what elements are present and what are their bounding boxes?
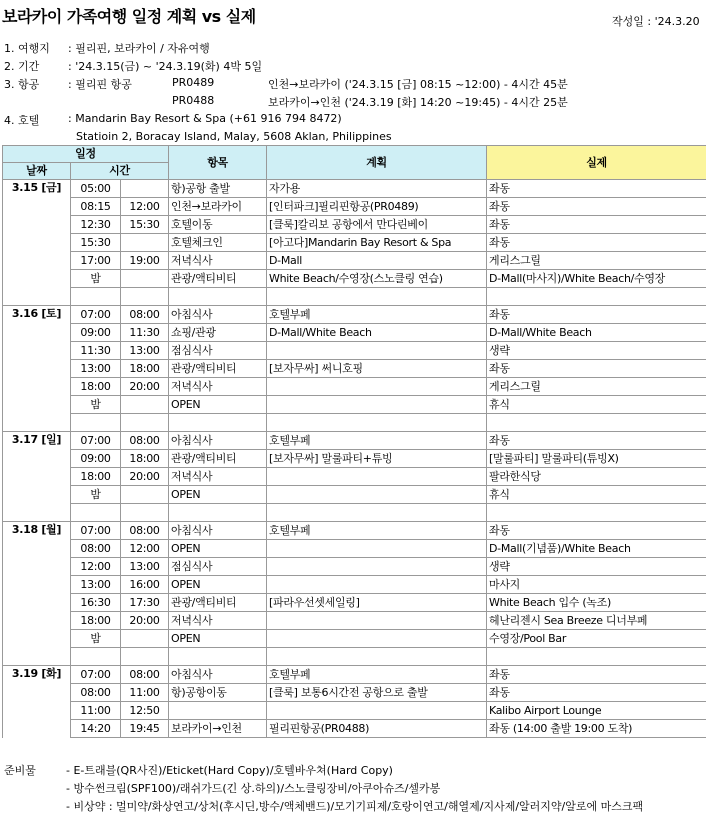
airline-value: : 필리핀 항공 (68, 78, 132, 91)
end-time-cell: 13:00 (121, 558, 169, 576)
end-time-cell: 08:00 (121, 522, 169, 540)
start-time-cell: 07:00 (71, 306, 121, 324)
item-cell: 인천→보라카이 (169, 198, 267, 216)
item-cell: 아침식사 (169, 306, 267, 324)
header-item: 항목 (169, 146, 267, 180)
day-date: 3.15 [금] (3, 180, 71, 306)
item-cell: OPEN (169, 396, 267, 414)
table-row (3, 684, 706, 702)
start-time-cell: 13:00 (71, 576, 121, 594)
start-time-cell: 밤 (71, 396, 121, 414)
plan-cell (267, 288, 487, 306)
item-cell: OPEN (169, 576, 267, 594)
plan-cell: [인터파크]필리핀항공(PR0489) (267, 198, 487, 216)
table-row (3, 504, 706, 522)
actual-cell (487, 648, 706, 666)
flight2-code: PR0488 (172, 94, 215, 107)
table-row (3, 342, 706, 360)
actual-cell: 팔라한식당 (487, 468, 706, 486)
item-cell: 아침식사 (169, 522, 267, 540)
start-time-cell: 12:00 (71, 558, 121, 576)
table-row (3, 180, 706, 198)
item-cell (169, 702, 267, 720)
start-time-cell: 08:15 (71, 198, 121, 216)
actual-cell: D-Mall(마사지)/White Beach/수영장 (487, 270, 706, 288)
actual-cell: 휴식 (487, 396, 706, 414)
table-row (3, 486, 706, 504)
table-row (3, 450, 706, 468)
plan-cell (267, 468, 487, 486)
plan-cell (267, 540, 487, 558)
item-cell: 저녁식사 (169, 252, 267, 270)
item-cell: OPEN (169, 630, 267, 648)
end-time-cell: 20:00 (121, 468, 169, 486)
end-time-cell (121, 234, 169, 252)
table-row (3, 468, 706, 486)
plan-cell: 호텔부페 (267, 666, 487, 684)
plan-cell: D-Mall/White Beach (267, 324, 487, 342)
plan-cell: [아고다]Mandarin Bay Resort & Spa (267, 234, 487, 252)
actual-cell: 수영장/Pool Bar (487, 630, 706, 648)
end-time-cell: 17:30 (121, 594, 169, 612)
actual-cell: [말룰파티] 말룰파티(튜빙X) (487, 450, 706, 468)
item-cell: 관광/액티비티 (169, 360, 267, 378)
table-row (3, 252, 706, 270)
end-time-cell (121, 504, 169, 522)
item-cell: 점심식사 (169, 558, 267, 576)
header-time: 시간 (71, 163, 169, 180)
end-time-cell: 11:00 (121, 684, 169, 702)
table-row (3, 360, 706, 378)
start-time-cell: 07:00 (71, 666, 121, 684)
item-cell: 저녁식사 (169, 468, 267, 486)
plan-cell: 자가용 (267, 180, 487, 198)
start-time-cell (71, 648, 121, 666)
airline-label: 3. 항공 (4, 78, 40, 91)
plan-cell (267, 702, 487, 720)
start-time-cell: 11:30 (71, 342, 121, 360)
end-time-cell (121, 270, 169, 288)
start-time-cell: 05:00 (71, 180, 121, 198)
table-row (3, 702, 706, 720)
actual-cell: Kalibo Airport Lounge (487, 702, 706, 720)
item-cell: 관광/액티비티 (169, 594, 267, 612)
item-cell: 호텔체크인 (169, 234, 267, 252)
table-row (3, 594, 706, 612)
item-cell: 관광/액티비티 (169, 270, 267, 288)
end-time-cell: 16:00 (121, 576, 169, 594)
table-row (3, 288, 706, 306)
table-row (3, 234, 706, 252)
end-time-cell: 11:30 (121, 324, 169, 342)
table-row (3, 522, 706, 540)
day-date: 3.17 [일] (3, 432, 71, 522)
item-cell (169, 648, 267, 666)
plan-cell: 호텔부페 (267, 306, 487, 324)
actual-cell: 좌동 (487, 684, 706, 702)
start-time-cell: 15:30 (71, 234, 121, 252)
table-row (3, 270, 706, 288)
end-time-cell: 08:00 (121, 432, 169, 450)
actual-cell: 생략 (487, 342, 706, 360)
end-time-cell (121, 486, 169, 504)
actual-cell: 좌동 (487, 360, 706, 378)
actual-cell: 헤난리젠시 Sea Breeze 디너부페 (487, 612, 706, 630)
prep-label: 준비물 (4, 764, 36, 777)
actual-cell: 좌동 (487, 180, 706, 198)
table-row (3, 648, 706, 666)
plan-cell (267, 378, 487, 396)
start-time-cell: 17:00 (71, 252, 121, 270)
flight1-code: PR0489 (172, 76, 215, 89)
end-time-cell: 18:00 (121, 450, 169, 468)
actual-cell: White Beach 입수 (녹조) (487, 594, 706, 612)
destination-value: : 필리핀, 보라카이 / 자유여행 (68, 42, 210, 55)
actual-cell: 휴식 (487, 486, 706, 504)
start-time-cell: 18:00 (71, 468, 121, 486)
start-time-cell: 08:00 (71, 684, 121, 702)
item-cell: 보라카이→인천 (169, 720, 267, 738)
plan-cell (267, 342, 487, 360)
end-time-cell: 08:00 (121, 306, 169, 324)
end-time-cell: 08:00 (121, 666, 169, 684)
table-row (3, 378, 706, 396)
plan-cell (267, 630, 487, 648)
item-cell: 관광/액티비티 (169, 450, 267, 468)
day-date: 3.18 [월] (3, 522, 71, 666)
plan-cell: [보자무싸] 써니호핑 (267, 360, 487, 378)
plan-cell: 호텔부페 (267, 432, 487, 450)
flight1-detail: 인천→보라카이 ('24.3.15 [금] 08:15 ~12:00) - 4시간 45분 (268, 78, 568, 91)
table-row (3, 414, 706, 432)
item-cell: 쇼핑/관광 (169, 324, 267, 342)
start-time-cell: 13:00 (71, 360, 121, 378)
actual-cell: 마사지 (487, 576, 706, 594)
table-row (3, 216, 706, 234)
start-time-cell: 밤 (71, 270, 121, 288)
actual-cell (487, 414, 706, 432)
item-cell (169, 288, 267, 306)
prep-line-1: - E-트래블(QR사진)/Eticket(Hard Copy)/호텔바우쳐(Hard Copy) (66, 764, 393, 777)
item-cell: 저녁식사 (169, 378, 267, 396)
plan-cell: D-Mall (267, 252, 487, 270)
item-cell (169, 504, 267, 522)
table-row (3, 540, 706, 558)
actual-cell: 좌동 (487, 432, 706, 450)
page-title: 보라카이 가족여행 일정 계획 vs 실제 (2, 7, 256, 26)
actual-cell: D-Mall/White Beach (487, 324, 706, 342)
item-cell (169, 414, 267, 432)
plan-cell (267, 576, 487, 594)
end-time-cell: 15:30 (121, 216, 169, 234)
start-time-cell (71, 288, 121, 306)
end-time-cell: 12:00 (121, 198, 169, 216)
hotel-label: 4. 호텔 (4, 114, 40, 127)
plan-cell: [파라우선셋세일링] (267, 594, 487, 612)
start-time-cell (71, 414, 121, 432)
header-actual: 실제 (487, 146, 706, 180)
period-value: : '24.3.15(금) ~ '24.3.19(화) 4박 5일 (68, 60, 263, 73)
hotel-value: : Mandarin Bay Resort & Spa (+61 916 794 8472) (68, 112, 342, 125)
start-time-cell: 07:00 (71, 522, 121, 540)
plan-cell: [보자무싸] 말룰파티+튜빙 (267, 450, 487, 468)
item-cell: 점심식사 (169, 342, 267, 360)
item-cell: OPEN (169, 540, 267, 558)
actual-cell: 게리스그릴 (487, 252, 706, 270)
actual-cell: 좌동 (487, 522, 706, 540)
actual-cell: 좌동 (487, 216, 706, 234)
plan-cell: [클룩] 보통6시간전 공항으로 출발 (267, 684, 487, 702)
actual-cell: 게리스그릴 (487, 378, 706, 396)
table-row (3, 612, 706, 630)
end-time-cell: 18:00 (121, 360, 169, 378)
item-cell: 항)공항이동 (169, 684, 267, 702)
actual-cell: 생략 (487, 558, 706, 576)
prep-line-3: - 비상약 : 멀미약/화상연고/상처(후시딘,방수/액체밴드)/모기기피제/호랑이연고/해열제/지사제/알러지약/알로에 마스크팩 (66, 800, 644, 813)
start-time-cell: 11:00 (71, 702, 121, 720)
actual-cell (487, 504, 706, 522)
start-time-cell: 14:20 (71, 720, 121, 738)
plan-cell (267, 648, 487, 666)
plan-cell (267, 486, 487, 504)
period-label: 2. 기간 (4, 60, 40, 73)
table-row (3, 396, 706, 414)
item-cell: OPEN (169, 486, 267, 504)
actual-cell: D-Mall(기념품)/White Beach (487, 540, 706, 558)
plan-cell (267, 414, 487, 432)
end-time-cell: 12:00 (121, 540, 169, 558)
start-time-cell: 18:00 (71, 612, 121, 630)
actual-cell: 좌동 (487, 198, 706, 216)
end-time-cell: 20:00 (121, 612, 169, 630)
day-date: 3.16 [토] (3, 306, 71, 432)
item-cell: 아침식사 (169, 432, 267, 450)
plan-cell (267, 396, 487, 414)
start-time-cell: 밤 (71, 486, 121, 504)
start-time-cell: 09:00 (71, 450, 121, 468)
plan-cell: 호텔부페 (267, 522, 487, 540)
table-row (3, 432, 706, 450)
end-time-cell (121, 288, 169, 306)
plan-cell: 필리핀항공(PR0488) (267, 720, 487, 738)
header-date: 날짜 (3, 163, 71, 180)
start-time-cell: 08:00 (71, 540, 121, 558)
table-row (3, 720, 706, 738)
end-time-cell: 13:00 (121, 342, 169, 360)
start-time-cell: 12:30 (71, 216, 121, 234)
table-row (3, 630, 706, 648)
table-row (3, 666, 706, 684)
end-time-cell (121, 180, 169, 198)
flight2-detail: 보라카이→인천 ('24.3.19 [화] 14:20 ~19:45) - 4시간 25분 (268, 96, 568, 109)
actual-cell (487, 288, 706, 306)
end-time-cell (121, 630, 169, 648)
end-time-cell (121, 414, 169, 432)
table-row (3, 198, 706, 216)
plan-cell: [클룩]칼리보 공항에서 만다린베이 (267, 216, 487, 234)
schedule-table (2, 145, 706, 738)
plan-cell (267, 504, 487, 522)
end-time-cell: 12:50 (121, 702, 169, 720)
plan-cell (267, 558, 487, 576)
actual-cell: 좌동 (487, 666, 706, 684)
end-time-cell: 20:00 (121, 378, 169, 396)
plan-cell: White Beach/수영장(스노클링 연습) (267, 270, 487, 288)
header-schedule: 일정 (3, 146, 169, 163)
end-time-cell: 19:45 (121, 720, 169, 738)
item-cell: 저녁식사 (169, 612, 267, 630)
plan-cell (267, 612, 487, 630)
actual-cell: 좌동 (14:00 출발 19:00 도착) (487, 720, 706, 738)
table-row (3, 324, 706, 342)
written-date: 작성일 : '24.3.20 (612, 15, 700, 28)
end-time-cell (121, 396, 169, 414)
start-time-cell: 밤 (71, 630, 121, 648)
start-time-cell: 07:00 (71, 432, 121, 450)
table-header-row-1 (3, 146, 706, 163)
day-date: 3.19 [화] (3, 666, 71, 738)
actual-cell: 좌동 (487, 306, 706, 324)
item-cell: 아침식사 (169, 666, 267, 684)
start-time-cell: 18:00 (71, 378, 121, 396)
item-cell: 항)공항 출발 (169, 180, 267, 198)
start-time-cell: 16:30 (71, 594, 121, 612)
end-time-cell (121, 648, 169, 666)
table-row (3, 306, 706, 324)
header-plan: 계획 (267, 146, 487, 180)
item-cell: 호텔이동 (169, 216, 267, 234)
prep-line-2: - 방수썬크림(SPF100)/래쉬가드(긴 상.하의)/스노클링장비/아쿠아슈즈/셀카봉 (66, 782, 441, 795)
start-time-cell (71, 504, 121, 522)
table-row (3, 576, 706, 594)
start-time-cell: 09:00 (71, 324, 121, 342)
destination-label: 1. 여행지 (4, 42, 50, 55)
actual-cell: 좌동 (487, 234, 706, 252)
end-time-cell: 19:00 (121, 252, 169, 270)
table-row (3, 558, 706, 576)
hotel-address: Statioin 2, Boracay Island, Malay, 5608 Aklan, Philippines (76, 130, 392, 143)
